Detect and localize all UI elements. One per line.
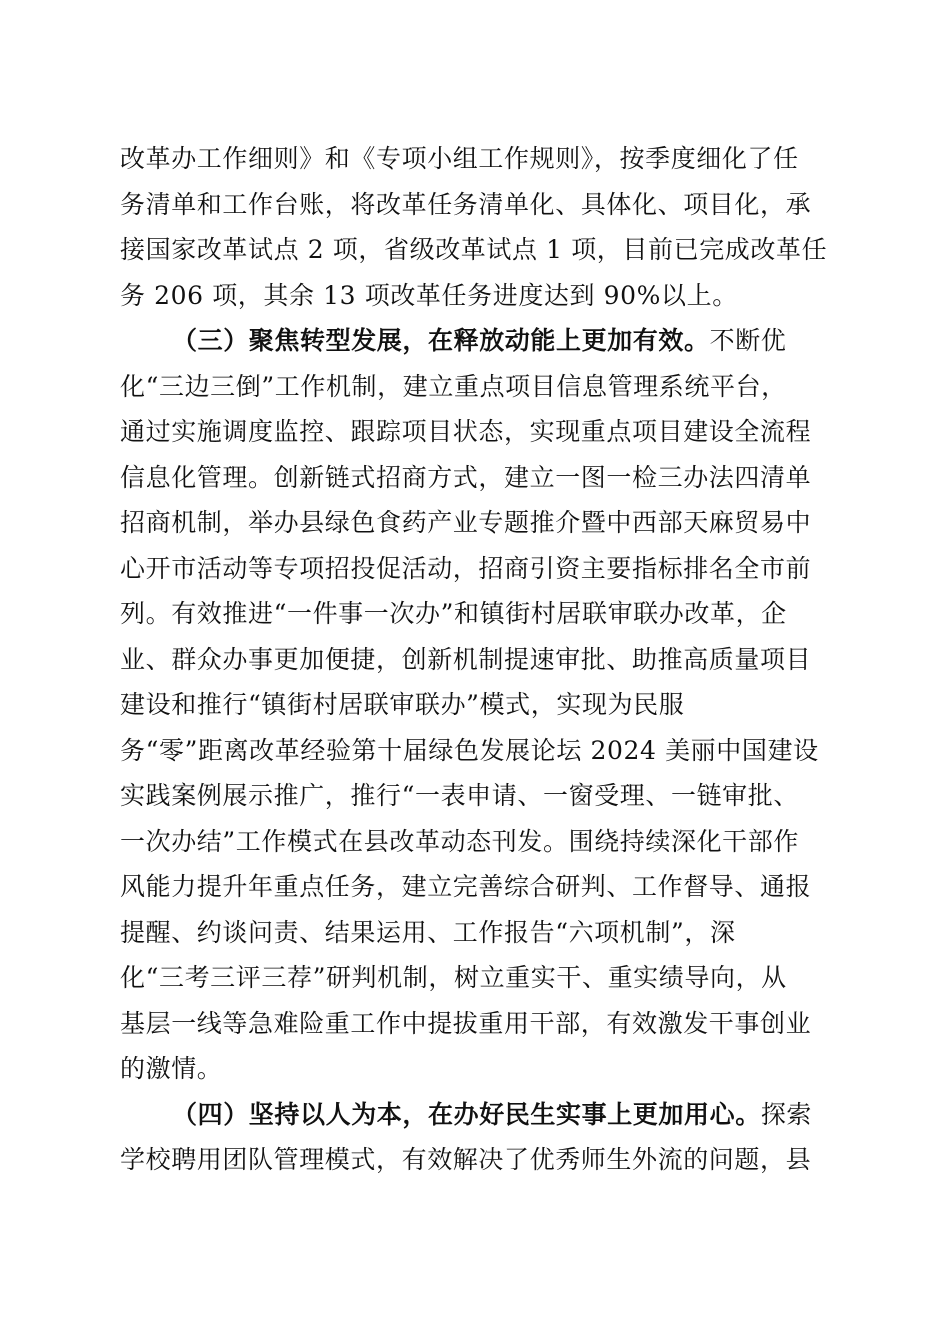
section-four-heading: （四）坚持以人为本，在办好民生实事上更加用心。	[172, 1099, 761, 1129]
text-line: 学校聘用团队管理模式，有效解决了优秀师生外流的问题，县	[120, 1145, 812, 1174]
section-three-first-line	[120, 318, 840, 364]
text-line: 风能力提升年重点任务，建立完善综合研判、工作督导、通报	[120, 872, 812, 901]
text-line: 化“三考三评三荐”研判机制，树立重实干、重实绩导向，从	[120, 963, 787, 992]
text-line: 务“零”距离改革经验第十届绿色发展论坛 2024 美丽中国建设	[120, 735, 819, 765]
text-line: 通过实施调度监控、跟踪项目状态，实现重点项目建设全流程	[120, 417, 812, 446]
text-line: 业、群众办事更加便捷，创新机制提速审批、助推高质量项目	[120, 644, 812, 674]
section-four-first-line	[120, 1092, 840, 1138]
section-four-text: 探索	[760, 1099, 813, 1129]
text-line: 改革办工作细则》和《专项小组工作规则》，按季度细化了任	[120, 144, 799, 173]
text-line: 的激情。	[120, 1054, 223, 1083]
text-line: 建设和推行“镇街村居联审联办”模式，实现为民服	[120, 690, 685, 719]
section-three-text: 不断优	[709, 326, 787, 355]
text-line: 招商机制，举办县绿色食药产业专题推介暨中西部天麻贸易中	[120, 508, 812, 537]
text-line: 化“三边三倒”工作机制，建立重点项目信息管理系统平台，	[120, 371, 787, 401]
text-line: 信息化管理。创新链式招商方式，建立一图一检三办法四清单	[120, 462, 812, 492]
text-line: 基层一线等急难险重工作中提拔重用干部，有效激发干事创业	[120, 1008, 812, 1038]
text-line: 接国家改革试点 2 项，省级改革试点 1 项，目前已完成改革任	[120, 235, 828, 264]
text-line: 心开市活动等专项招投促活动，招商引资主要指标排名全市前	[120, 553, 812, 583]
section-three-heading: （三）聚焦转型发展，在释放动能上更加有效。	[172, 326, 710, 355]
text-line: 务 206 项，其余 13 项改革任务进度达到 90%以上。	[120, 280, 738, 310]
text-line: 提醒、约谈问责、结果运用、工作报告“六项机制”，深	[120, 917, 736, 947]
body-text	[120, 136, 840, 1183]
text-line: 务清单和工作台账，将改革任务清单化、具体化、项目化，承	[120, 189, 812, 219]
text-line: 实践案例展示推广，推行“一表申请、一窗受理、一链审批、	[120, 781, 799, 810]
text-line: 一次办结”工作模式在县改革动态刊发。围绕持续深化干部作	[120, 826, 799, 856]
text-line: 列。有效推进“一件事一次办”和镇街村居联审联办改革，企	[120, 599, 787, 628]
